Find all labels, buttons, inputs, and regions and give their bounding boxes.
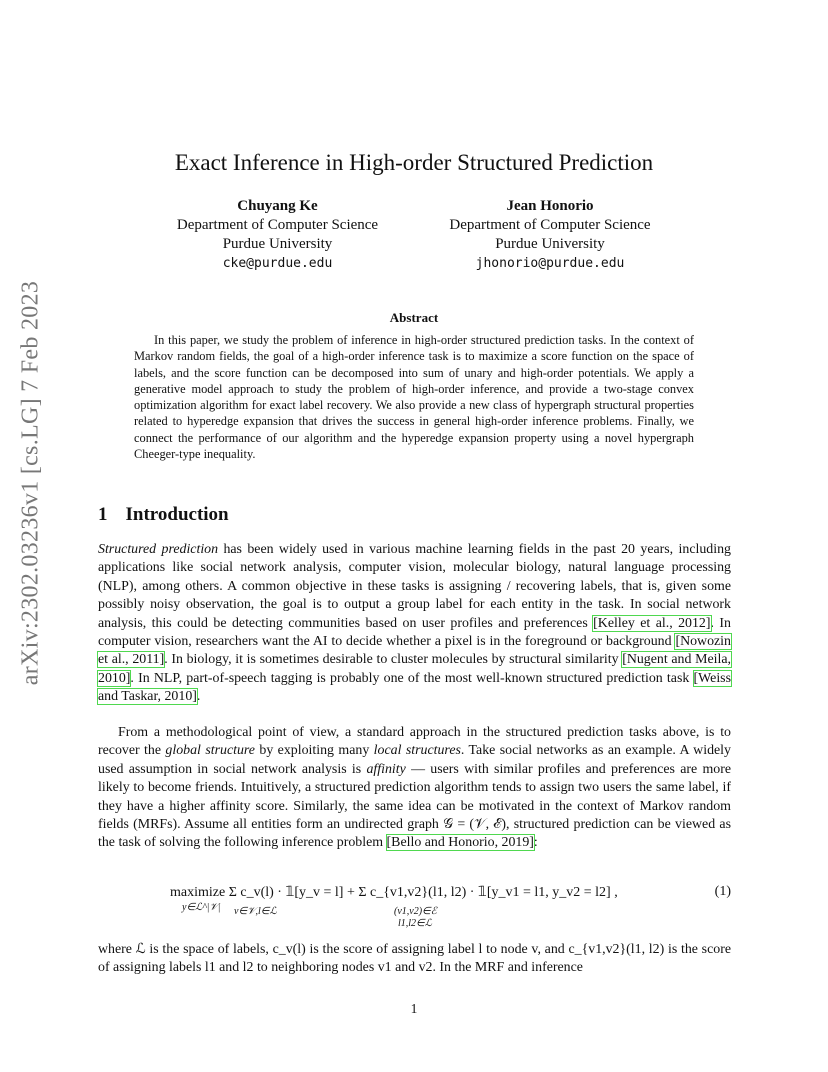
abstract-body: In this paper, we study the problem of inference in high-order structured prediction tasks. In the context of Markov random fields, the goal of a high-order inference task is to maximize a score function on the space of labels, and the score function can be decomposed into sum of unary and high-order potentials. We apply a generative model approach to study the problem of high-order inference, and provide a two-stage convex optimization algorithm for exact label recovery. We also provide a new class of hypergraph structural properties related to hyperedge expansion that drives the success in general high-order inference problems. Finally, we connect the performance of our algorithm and the hyperedge expansion property using a novel hypergraph Cheeger-type inequality. [134,333,694,462]
intro-paragraph-3: where ℒ is the space of labels, c_v(l) is the score of assigning label l to node v, and c_{v1,v2}(l1, l2) is the score of assigning labels l1 and l2 to neighboring nodes v1 and v2. In the MRF and inference [98,942,731,976]
text-run: From a methodological point of view, a standard approach in the structured prediction tasks above, is to recover the [98,725,731,759]
equation-subscript: (v1,v2)∈ℰ [394,906,437,917]
author-email-link[interactable]: cke@purdue.edu [222,256,333,271]
text-run: . [196,689,201,705]
author-name: Chuyang Ke [237,198,318,214]
citation-link[interactable]: [Kelley et al., 2012] [593,615,711,631]
paper-title: Exact Inference in High-order Structured Prediction [174,150,654,175]
emphasis-term: affinity [366,761,406,777]
arxiv-identifier-text: arXiv:2302.03236v1 [cs.LG] 7 Feb 2023 [17,280,44,685]
equation-subscript: l1,l2∈ℒ [398,918,432,929]
intro-paragraph-1 [98,541,731,707]
equation-number: (1) [714,884,731,899]
section-number: 1 [98,504,108,525]
text-run: . In NLP, part-of-speech tagging is probably one of the most well-known structured prediction task [130,670,694,686]
intro-paragraph-2 [98,724,731,853]
text-run: . Take social networks as an example. A widely used assumption in social network analysis is [98,743,731,777]
text-run: . In computer vision, researchers want the AI to decide whether a pixel is in the foreground or background [98,615,731,650]
equation-subscript: y∈ℒ^|𝒱| [182,902,221,913]
abstract-heading: Abstract [389,310,439,325]
author-block-2 [430,197,670,273]
citation-link[interactable]: [Weiss and Taskar, 2010] [98,670,731,705]
author-university: Purdue University [495,236,605,252]
author-university: Purdue University [222,236,333,252]
equation-body: maximize Σ c_v(l) · 𝟙[y_v = l] + Σ c_{v1,v2}(l1, l2) · 𝟙[y_v1 = l1, y_v2 = l2] , [170,885,618,900]
emphasis-term: Structured prediction [98,542,219,557]
citation-link[interactable]: [Nugent and Meila, 2010] [98,652,731,686]
emphasis-term: local structures [373,743,461,759]
page-number: 1 [410,1001,418,1016]
equation-subscript: v∈𝒱,l∈ℒ [234,906,277,917]
citation-link[interactable]: [Bello and Honorio, 2019] [386,835,534,851]
author-block-1 [160,197,395,273]
text-run: has been widely used in various machine learning fields in the past 20 years, including applications like social network analysis, computer vision, molecular biology, natural language processing (NLP), among others. A common objective in these tasks is assigning / recovering labels, that is, given some possibly noisy observation, the goal is to output a group label for each entity in the task. In social network analysis, this could be detecting communities based on user profiles and preferences [98,542,731,631]
author-department: Department of Computer Science [176,217,379,233]
arxiv-identifier [6,280,56,685]
author-name: Jean Honorio [506,198,594,214]
equation-1 [98,880,731,936]
section-title: Introduction [125,504,229,525]
text-run: — users with similar profiles and preferences are more likely to become friends. Intuitively, a structured prediction algorithm tends to assign two users the same label, if they have a higher affinity score. Similarly, the same idea can be motivated in the context of Markov random fields (MRFs). Assume all entities form an undirected graph 𝒢 = (𝒱, ℰ), structured prediction can be viewed as the task of solving the following inference problem [98,761,731,851]
section-heading [98,504,229,526]
emphasis-term: global structure [165,743,255,759]
author-email-link[interactable]: jhonorio@purdue.edu [475,256,625,271]
author-department: Department of Computer Science [449,217,651,233]
text-run: . In biology, it is sometimes desirable to cluster molecules by structural similarity [164,652,623,668]
text-run: : [533,835,538,851]
text-run: by exploiting many [254,743,374,759]
citation-link[interactable]: [Nowozin et al., 2011] [98,634,731,668]
